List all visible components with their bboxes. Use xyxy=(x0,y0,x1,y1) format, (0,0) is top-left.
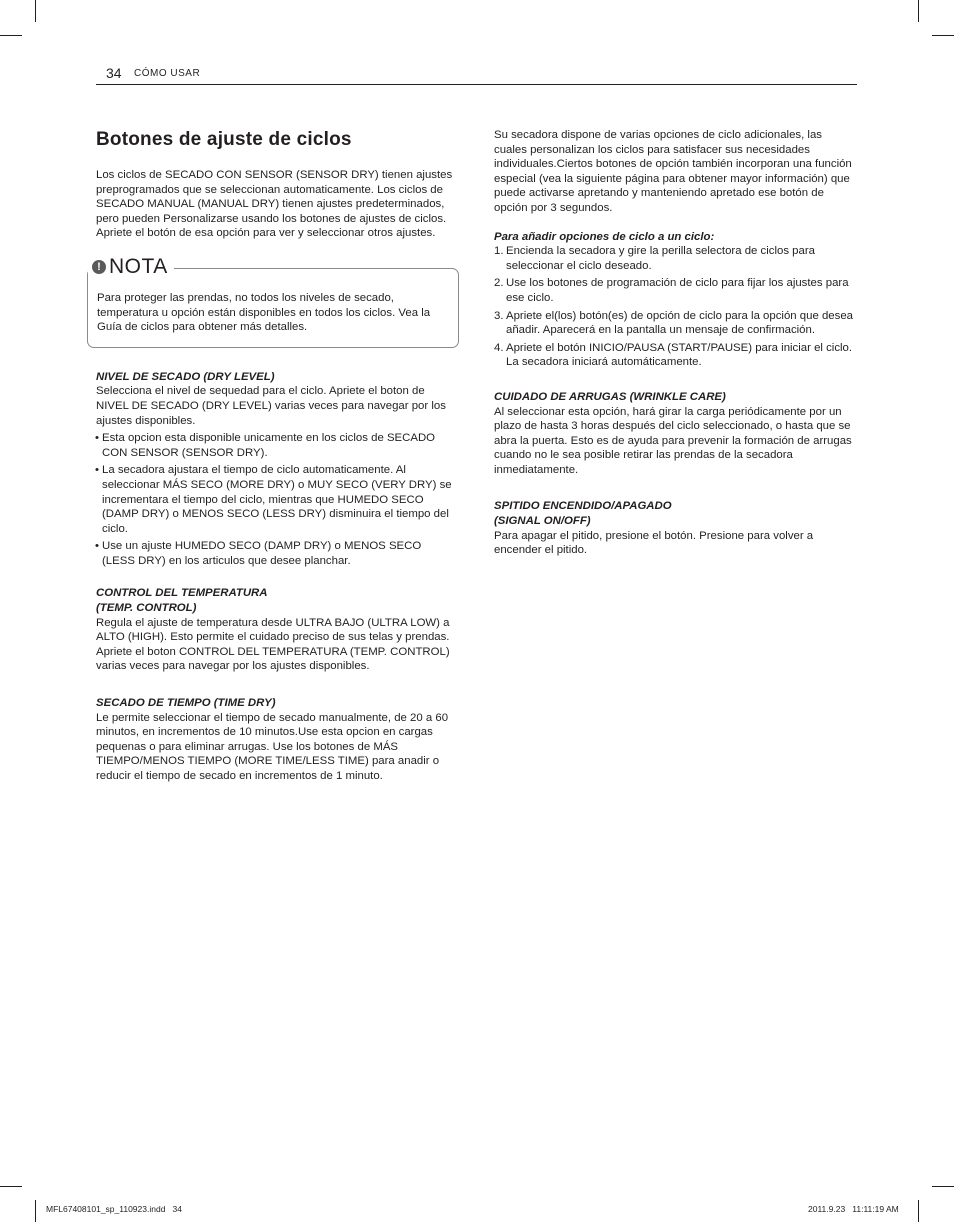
add-options-steps xyxy=(494,244,856,370)
crop-mark xyxy=(0,1186,22,1187)
crop-mark xyxy=(918,0,919,22)
note-text: Para proteger las prendas, no todos los niveles de secado, temperatura u opción están disponibles en todos los ciclos. Vea la Guía de ciclos para obtener más detalles. xyxy=(97,291,431,334)
list-item: • La secadora ajustara el tiempo de ciclo automaticamente. Al seleccionar MÁS SECO (MORE DRY) o MUY SECO (VERY DRY) se incrementara el tiempo del ciclo, mientras que HUMEDO SECO (DAMP DRY) o MENOS SECO (LESS DRY) disminuira el tiempo del ciclo. xyxy=(96,463,454,536)
crop-mark xyxy=(918,1200,919,1222)
add-options-heading: Para añadir opciones de ciclo a un ciclo: xyxy=(494,230,715,243)
signal-body: Para apagar el pitido, presione el botón. Presione para volver a encender el pitido. xyxy=(494,529,814,557)
note-label xyxy=(88,254,174,280)
wrinkle-care-heading: CUIDADO DE ARRUGAS (WRINKLE CARE) xyxy=(494,390,726,403)
step-text: Apriete el botón INICIO/PAUSA (START/PAUSE) para iniciar el ciclo. La secadora iniciará automáticamente. xyxy=(506,341,853,369)
list-item xyxy=(494,341,856,370)
step-number: 1. xyxy=(494,245,504,258)
exclamation-icon: ! xyxy=(92,260,106,274)
page-number: 34 xyxy=(106,65,122,81)
page-header xyxy=(96,64,857,85)
step-number: 2. xyxy=(494,277,504,290)
temp-control-heading: CONTROL DEL TEMPERATURA xyxy=(96,587,268,600)
temp-control-heading-2: (TEMP. CONTROL) xyxy=(96,602,197,615)
dry-level-body: Selecciona el nivel de sequedad para el ciclo. Apriete el boton de NIVEL DE SECADO (DRY LEVEL) varias veces para navegar por los ajustes disponibles. xyxy=(96,385,446,427)
wrinkle-care-body: Al seleccionar esta opción, hará girar la carga periódicamente por un plazo de hasta 3 horas después del ciclo seleccionado, o hasta que se abra la puerta. Esto es de ayuda para prevenir la formación de arrugas cuando no le sea posible retirar las prendas de la secadora inmediatamente. xyxy=(494,405,852,476)
list-item xyxy=(494,244,856,273)
signal-heading-2: (SIGNAL ON/OFF) xyxy=(494,515,591,528)
dry-level-bullets xyxy=(96,431,454,568)
note-box xyxy=(87,254,459,348)
crop-mark xyxy=(35,1200,36,1222)
list-item xyxy=(494,276,856,305)
crop-mark xyxy=(932,35,954,36)
section-name: CÓMO USAR xyxy=(134,68,201,79)
list-item xyxy=(494,309,856,338)
crop-mark xyxy=(0,35,22,36)
crop-mark xyxy=(35,0,36,22)
step-number: 3. xyxy=(494,309,504,322)
time-dry-heading: SECADO DE TIEMPO (TIME DRY) xyxy=(96,697,276,710)
list-item: • Use un ajuste HUMEDO SECO (DAMP DRY) o MENOS SECO (LESS DRY) en los articulos que desee planchar. xyxy=(96,539,454,568)
footer-file-name: MFL67408101_sp_110923.indd 34 xyxy=(46,1204,182,1214)
step-text: Apriete el(los) botón(es) de opción de ciclo para la opción que desea añadir. Aparecerá en la pantalla un mensaje de confirmación. xyxy=(506,309,853,337)
left-column xyxy=(96,128,454,784)
step-number: 4. xyxy=(494,341,504,354)
temp-control-body: Regula el ajuste de temperatura desde ULTRA BAJO (ULTRA LOW) a ALTO (HIGH). Esto permite el cuidado preciso de sus telas y prendas. Apriete el boton CONTROL DEL TEMPERATURA (TEMP. CONTROL) varias veces para navegar por los ajustes disponibles. xyxy=(96,616,450,673)
list-item: • Esta opcion esta disponible unicamente en los ciclos de SECADO CON SENSOR (SENSOR DRY). xyxy=(96,431,454,460)
right-column xyxy=(494,128,856,558)
crop-mark xyxy=(932,1186,954,1187)
time-dry-body: Le permite seleccionar el tiempo de secado manualmente, de 20 a 60 minutos, en incrementos de 10 minutos.Use esta opcion en cargas pequenas o para eliminar arrugas. Use los botones de MÁS TIEMPO/MENOS TIEMPO (MORE TIME/LESS TIME) para anadir o reducir el tiempo de secado en incrementos de 1 minuto. xyxy=(96,711,449,782)
intro-paragraph: Los ciclos de SECADO CON SENSOR (SENSOR DRY) tienen ajustes preprogramados que se seleccionan automaticamente. Los ciclos de SECADO MANUAL (MANUAL DRY) tienen ajustes predeterminados, pero pueden Personalizarse usando los botones de ajustes de ciclos. Apriete el botón de esa opción para ver y seleccionar otros ajustes. xyxy=(96,169,453,240)
step-text: Encienda la secadora y gire la perilla selectora de ciclos para seleccionar el ciclo deseado. xyxy=(506,245,815,272)
options-intro: Su secadora dispone de varias opciones de ciclo adicionales, las cuales personalizan los ciclos para satisfacer sus necesidades individuales.Ciertos botones de opción también incorporan una función especial (vea la siguiente página para obtener mayor información) que puede activarse apretando y manteniendo apretado ese botón de opción por 3 segundos. xyxy=(494,129,852,214)
step-text: Use los botones de programación de ciclo para fijar los ajustes para ese ciclo. xyxy=(506,277,849,304)
page-title: Botones de ajuste de ciclos xyxy=(96,129,352,150)
note-title: NOTA xyxy=(109,254,168,278)
signal-heading: SPITIDO ENCENDIDO/APAGADO xyxy=(494,500,672,513)
dry-level-heading: NIVEL DE SECADO (DRY LEVEL) xyxy=(96,370,275,383)
footer-timestamp: 2011.9.23 11:11:19 AM xyxy=(808,1204,899,1214)
